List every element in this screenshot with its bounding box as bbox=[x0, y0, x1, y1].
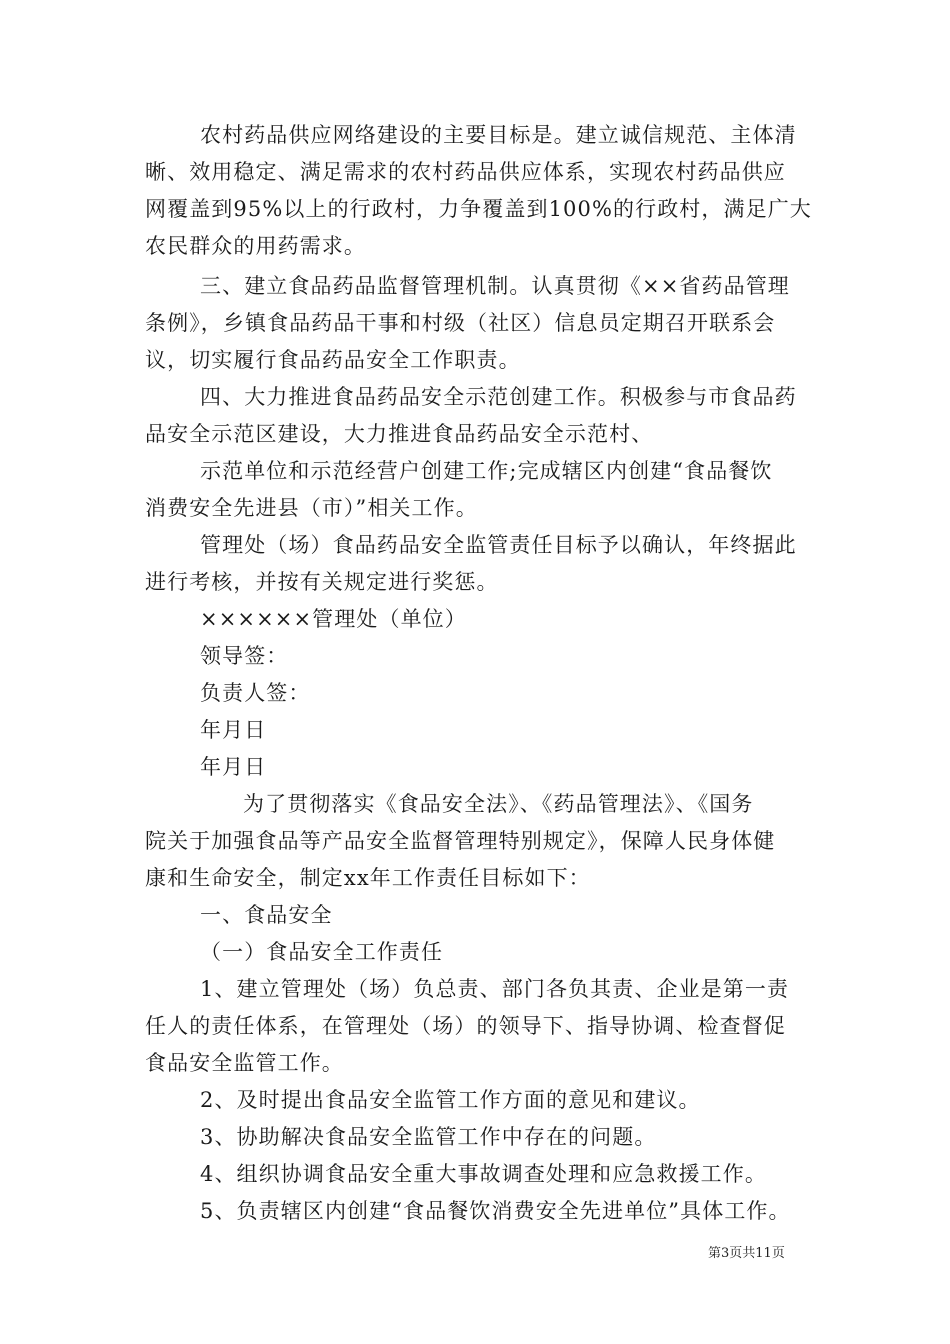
organization-name: ××××××管理处（单位） bbox=[200, 607, 467, 631]
text-line: 任人的责任体系，在管理处（场）的领导下、指导协调、检查督促 bbox=[145, 1014, 786, 1038]
subsection-heading: （一）食品安全工作责任 bbox=[200, 940, 444, 964]
text-line: 食品安全监管工作。 bbox=[145, 1051, 344, 1075]
page-number: 第3页共11页 bbox=[708, 1246, 785, 1261]
text-line: 管理处（场）食品药品安全监管责任目标予以确认，年终据此 bbox=[200, 533, 797, 557]
text-line: 示范单位和示范经营户创建工作;完成辖区内创建“食品餐饮 bbox=[200, 459, 773, 483]
responsible-signature-label: 负责人签： bbox=[200, 681, 311, 705]
text-line: 农村药品供应网络建设的主要目标是。建立诚信规范、主体清 bbox=[200, 123, 797, 147]
list-item: 5、负责辖区内创建“食品餐饮消费安全先进单位”具体工作。 bbox=[200, 1199, 791, 1223]
text-line: 三、建立食品药品监督管理机制。认真贯彻《××省药品管理 bbox=[200, 274, 790, 298]
text-line: 院关于加强食品等产品安全监督管理特别规定》，保障人民身体健 bbox=[145, 829, 776, 853]
section-heading: 一、食品安全 bbox=[200, 903, 333, 927]
text-line: 1、建立管理处（场）负总责、部门各负其责、企业是第一责 bbox=[200, 977, 790, 1001]
text-line: 网覆盖到95%以上的行政村，力争覆盖到100%的行政村，满足广大 bbox=[145, 197, 812, 221]
text-line: 晰、效用稳定、满足需求的农村药品供应体系，实现农村药品供应 bbox=[145, 160, 786, 184]
date-label: 年月日 bbox=[200, 755, 267, 779]
leader-signature-label: 领导签： bbox=[200, 644, 289, 668]
text-line: 四、大力推进食品药品安全示范创建工作。积极参与市食品药 bbox=[200, 385, 797, 409]
list-item: 4、组织协调食品安全重大事故调查处理和应急救援工作。 bbox=[200, 1162, 767, 1186]
text-line: 农民群众的用药需求。 bbox=[145, 234, 366, 258]
text-line: 品安全示范区建设，大力推进食品药品安全示范村、 bbox=[145, 422, 654, 446]
text-line: 议，切实履行食品药品安全工作职责。 bbox=[145, 348, 521, 372]
list-item: 2、及时提出食品安全监管工作方面的意见和建议。 bbox=[200, 1088, 701, 1112]
text-line: 条例》，乡镇食品药品干事和村级（社区）信息员定期召开联系会 bbox=[145, 311, 776, 335]
text-line: 为了贯彻落实《食品安全法》、《药品管理法》、《国务 bbox=[243, 792, 754, 816]
date-label: 年月日 bbox=[200, 718, 267, 742]
text-line: 康和生命安全，制定xx年工作责任目标如下： bbox=[145, 866, 591, 890]
text-line: 消费安全先进县（市）”相关工作。 bbox=[145, 496, 478, 520]
text-line: 进行考核，并按有关规定进行奖惩。 bbox=[145, 570, 499, 594]
list-item: 3、协助解决食品安全监管工作中存在的问题。 bbox=[200, 1125, 657, 1149]
